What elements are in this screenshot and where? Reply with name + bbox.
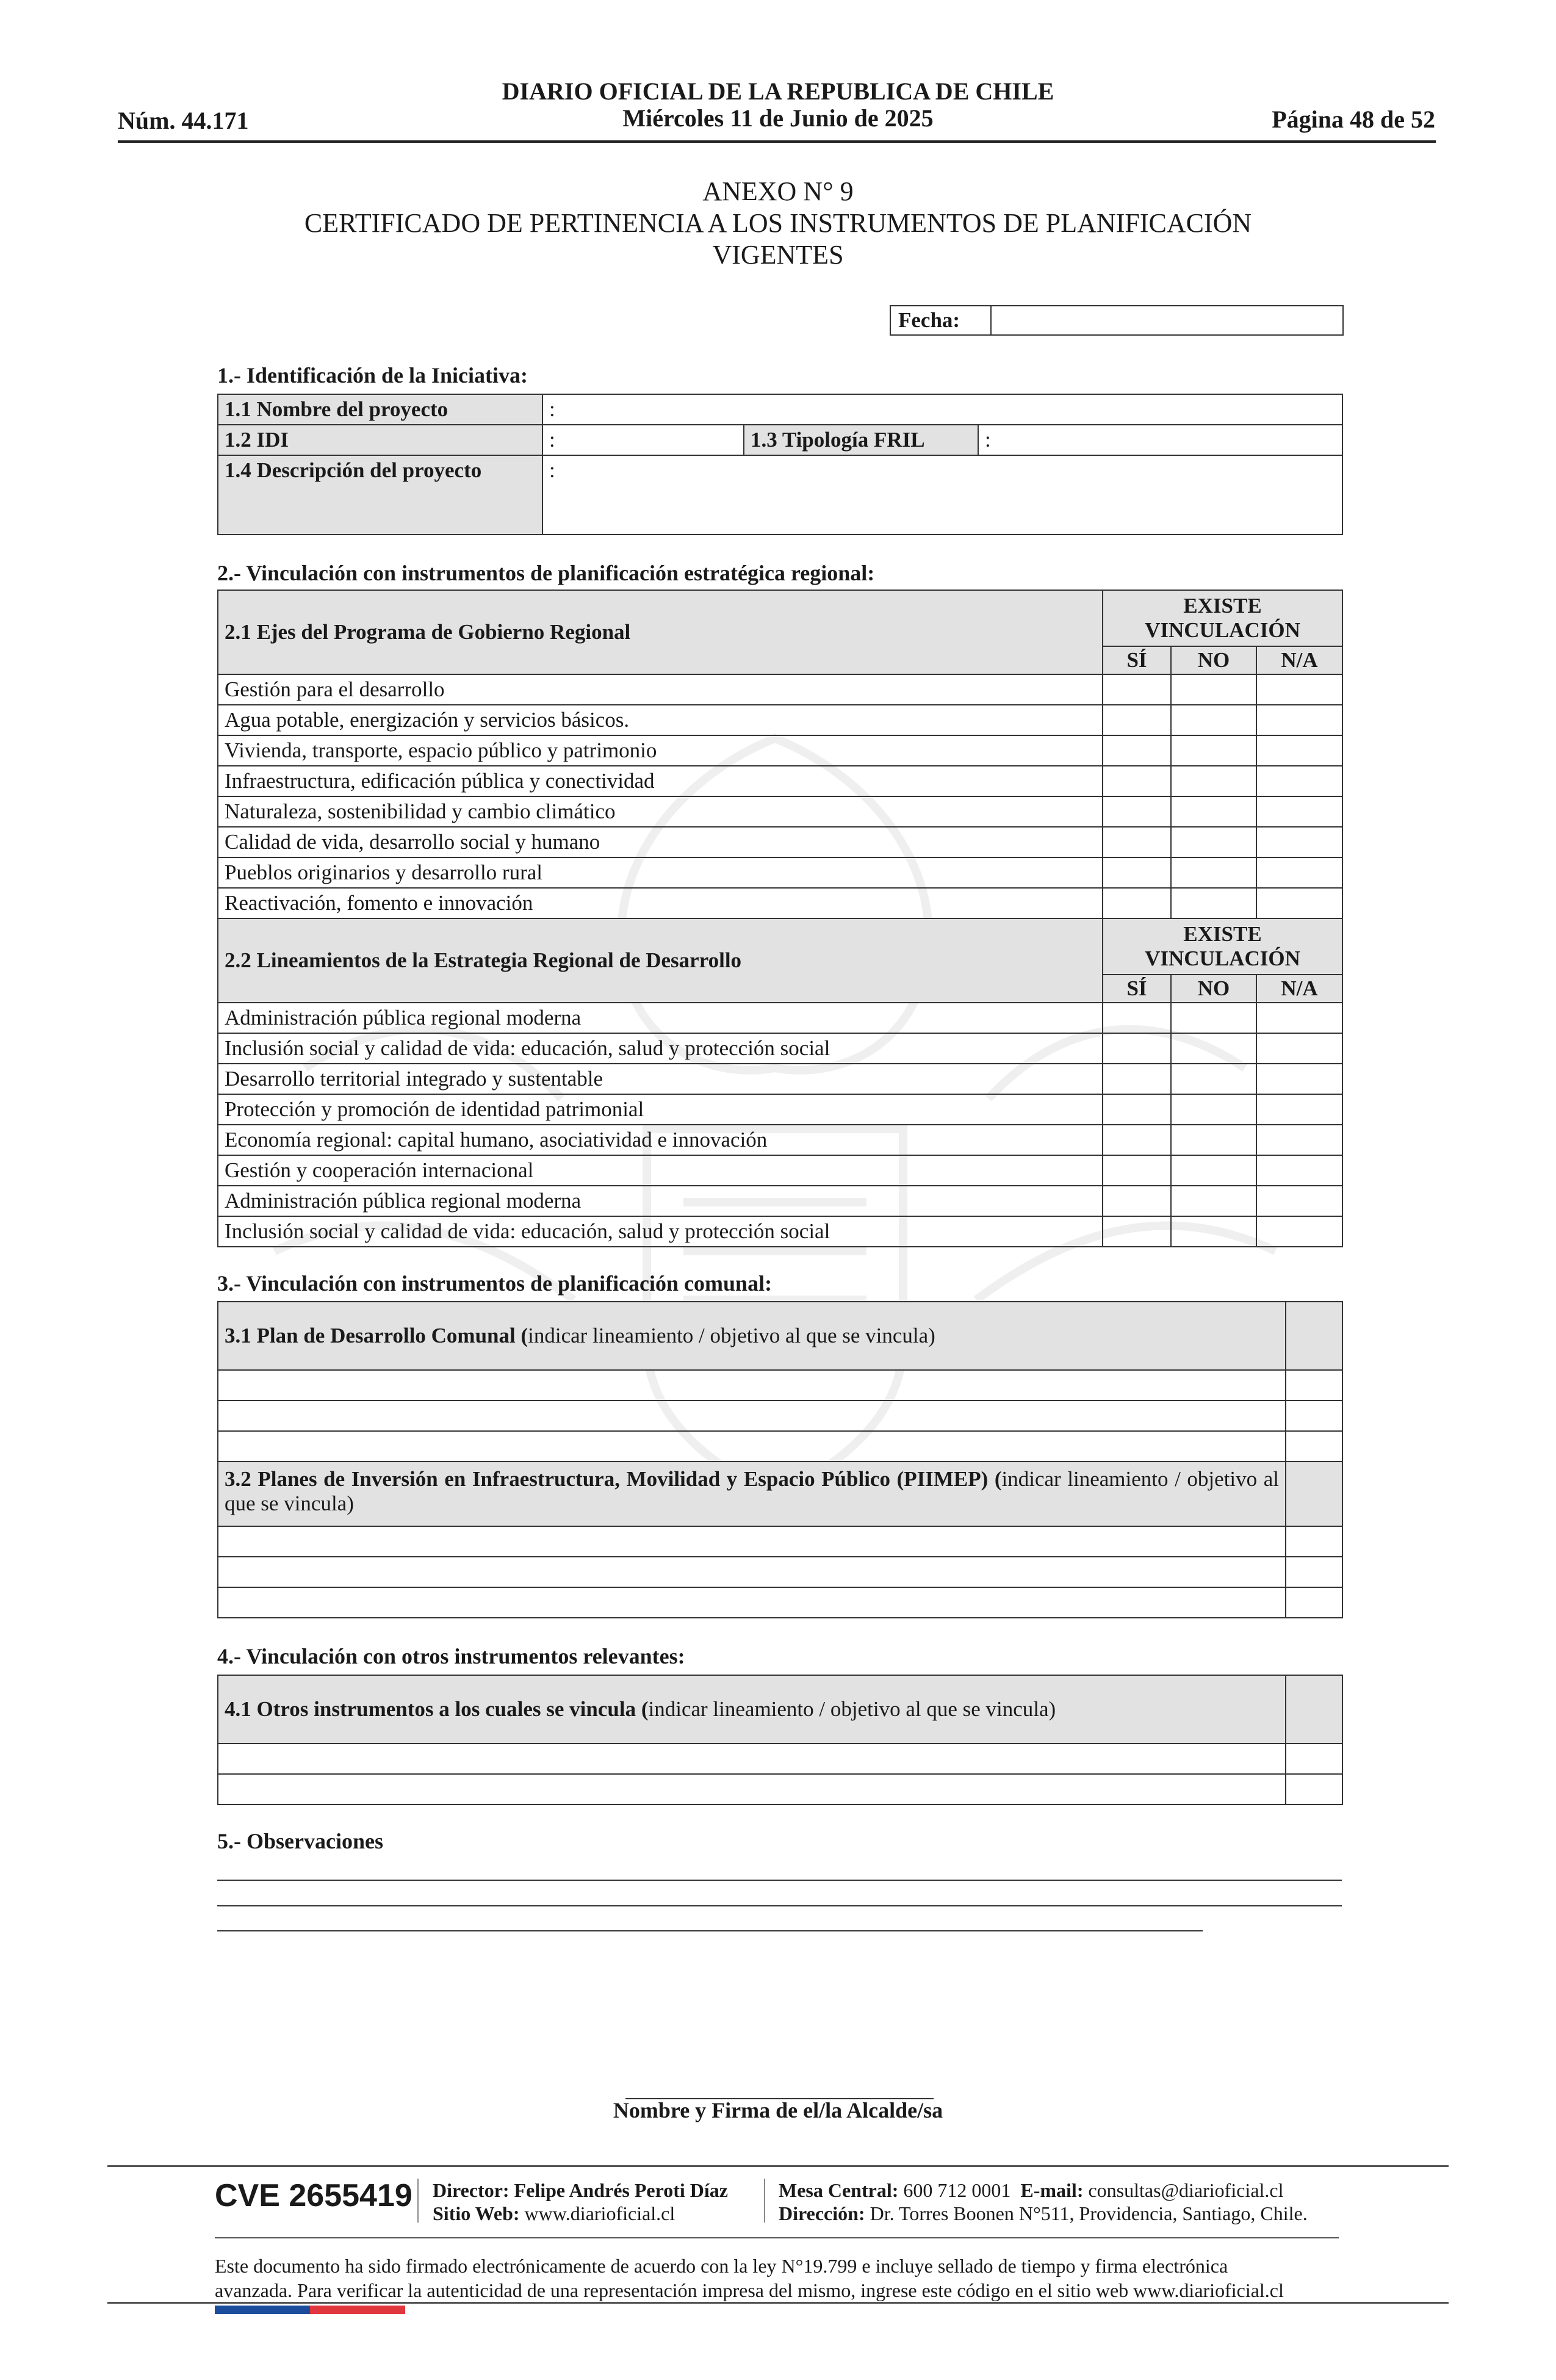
- descripcion-label: 1.4 Descripción del proyecto: [218, 455, 542, 535]
- table-row: [218, 857, 1342, 888]
- checkbox-si[interactable]: [1103, 766, 1171, 796]
- eje-label: Gestión para el desarrollo: [218, 674, 1103, 705]
- checkbox-si[interactable]: [1103, 1155, 1171, 1186]
- eje-label: Calidad de vida, desarrollo social y humano: [218, 827, 1103, 857]
- other-instruments-table: [217, 1675, 1343, 1805]
- section-2-title: 2.- Vinculación con instrumentos de planificación estratégica regional:: [217, 561, 875, 585]
- section-5-title: 5.- Observaciones: [217, 1829, 383, 1853]
- idi-label: 1.2 IDI: [218, 425, 542, 455]
- otros-checkbox[interactable]: [1286, 1744, 1342, 1774]
- page-number: Página 48 de 52: [1272, 106, 1435, 133]
- col-na: N/A: [1256, 646, 1342, 674]
- checkbox-na[interactable]: [1256, 705, 1342, 735]
- signature-label: Nombre y Firma de el/la Alcalde/sa: [613, 2098, 943, 2122]
- otros-checkbox[interactable]: [1286, 1774, 1342, 1805]
- checkbox-no[interactable]: [1171, 1003, 1256, 1033]
- table-row: [218, 796, 1342, 827]
- idi-field[interactable]: :: [542, 425, 744, 455]
- checkbox-si[interactable]: [1103, 674, 1171, 705]
- lineamiento-label: Protección y promoción de identidad patrimonial: [218, 1094, 1103, 1125]
- table-row: [218, 1094, 1342, 1125]
- annex-title-cont: VIGENTES: [712, 240, 844, 270]
- otros-check-header: [1286, 1675, 1342, 1744]
- flag-red-bar: [310, 2306, 405, 2314]
- regional-planning-table: [217, 590, 1343, 1247]
- table-row: [218, 705, 1342, 735]
- checkbox-no[interactable]: [1171, 1064, 1256, 1094]
- piimep-header: 3.2 Planes de Inversión en Infraestructura, Movilidad y Espacio Público (PIIMEP) (indicar lineamiento / objetivo al que se vincula): [218, 1462, 1286, 1526]
- observaciones-line[interactable]: [217, 1905, 1342, 1906]
- checkbox-na[interactable]: [1256, 1064, 1342, 1094]
- checkbox-no[interactable]: [1171, 1186, 1256, 1216]
- eje-label: Reactivación, fomento e innovación: [218, 888, 1103, 918]
- checkbox-na[interactable]: [1256, 1033, 1342, 1064]
- checkbox-no[interactable]: [1171, 1125, 1256, 1155]
- website-line: Sitio Web: www.diarioficial.cl: [433, 2202, 675, 2224]
- checkbox-na[interactable]: [1256, 827, 1342, 857]
- piimep-line[interactable]: [218, 1557, 1286, 1587]
- checkbox-si[interactable]: [1103, 1186, 1171, 1216]
- table-row: [218, 1216, 1342, 1247]
- piimep-check-header: [1286, 1462, 1342, 1526]
- eje-label: Vivienda, transporte, espacio público y patrimonio: [218, 735, 1103, 766]
- col-no: NO: [1171, 975, 1256, 1003]
- header-rule: [118, 140, 1436, 143]
- checkbox-no[interactable]: [1171, 827, 1256, 857]
- checkbox-no[interactable]: [1171, 766, 1256, 796]
- pladeco-checkbox[interactable]: [1286, 1401, 1342, 1431]
- checkbox-no[interactable]: [1171, 1094, 1256, 1125]
- newspaper-title: DIARIO OFICIAL DE LA REPUBLICA DE CHILE: [502, 78, 1054, 105]
- descripcion-field[interactable]: :: [542, 455, 1342, 535]
- cve-code: CVE 2655419: [215, 2178, 412, 2213]
- nombre-field[interactable]: :: [542, 394, 1342, 425]
- piimep-line[interactable]: [218, 1526, 1286, 1557]
- existe-vinculacion-header: EXISTE VINCULACIÓN: [1103, 918, 1342, 975]
- table-row: [218, 1125, 1342, 1155]
- pladeco-check-header: [1286, 1302, 1342, 1370]
- pladeco-line[interactable]: [218, 1370, 1286, 1401]
- nombre-label: 1.1 Nombre del proyecto: [218, 394, 542, 425]
- table-row: [218, 1155, 1342, 1186]
- checkbox-no[interactable]: [1171, 1216, 1256, 1247]
- fecha-field[interactable]: [890, 305, 1344, 336]
- lineamiento-label: Administración pública regional moderna: [218, 1186, 1103, 1216]
- lineamientos-header: 2.2 Lineamientos de la Estrategia Regional de Desarrollo: [218, 918, 1103, 1003]
- lineamiento-label: Desarrollo territorial integrado y sustentable: [218, 1064, 1103, 1094]
- checkbox-na[interactable]: [1256, 1003, 1342, 1033]
- table-row: [218, 735, 1342, 766]
- checkbox-si[interactable]: [1103, 1094, 1171, 1125]
- checkbox-na[interactable]: [1256, 857, 1342, 888]
- checkbox-no[interactable]: [1171, 705, 1256, 735]
- existe-vinculacion-header: EXISTE VINCULACIÓN: [1103, 590, 1342, 646]
- footer-divider: [417, 2179, 419, 2223]
- pladeco-line[interactable]: [218, 1431, 1286, 1462]
- checkbox-no[interactable]: [1171, 796, 1256, 827]
- col-si: SÍ: [1103, 975, 1171, 1003]
- checkbox-si[interactable]: [1103, 1064, 1171, 1094]
- table-row: [218, 1033, 1342, 1064]
- issue-date: Miércoles 11 de Junio de 2025: [622, 104, 934, 132]
- pladeco-header: 3.1 Plan de Desarrollo Comunal (indicar lineamiento / objetivo al que se vincula): [218, 1302, 1286, 1370]
- checkbox-no[interactable]: [1171, 1155, 1256, 1186]
- eje-label: Infraestructura, edificación pública y conectividad: [218, 766, 1103, 796]
- otros-header: 4.1 Otros instrumentos a los cuales se vincula (indicar lineamiento / objetivo al que se vincula): [218, 1675, 1286, 1744]
- checkbox-no[interactable]: [1171, 1033, 1256, 1064]
- footer-rule-top: [107, 2165, 1449, 2167]
- tipologia-label: 1.3 Tipología FRIL: [744, 425, 978, 455]
- footer-divider: [764, 2179, 765, 2223]
- lineamiento-label: Gestión y cooperación internacional: [218, 1155, 1103, 1186]
- address-line: Dirección: Dr. Torres Boonen N°511, Providencia, Santiago, Chile.: [779, 2202, 1308, 2224]
- footer-rule-mid: [215, 2237, 1339, 2238]
- checkbox-na[interactable]: [1256, 1125, 1342, 1155]
- annex-title: CERTIFICADO DE PERTINENCIA A LOS INSTRUMENTOS DE PLANIFICACIÓN: [304, 208, 1252, 238]
- lineamiento-label: Inclusión social y calidad de vida: educación, salud y protección social: [218, 1216, 1103, 1247]
- checkbox-si[interactable]: [1103, 1033, 1171, 1064]
- checkbox-na[interactable]: [1256, 1155, 1342, 1186]
- legal-notice: Este documento ha sido firmado electrónicamente de acuerdo con la ley N°19.799 e incluye sellado de tiempo y firma electrónica avanzada. Para verificar la autenticidad de una representación impresa del mismo, ingrese este código en el sitio web www.diarioficial.cl: [215, 2255, 1284, 2301]
- checkbox-no[interactable]: [1171, 888, 1256, 918]
- col-si: SÍ: [1103, 646, 1171, 674]
- section-4-title: 4.- Vinculación con otros instrumentos relevantes:: [217, 1644, 685, 1668]
- table-row: [218, 1186, 1342, 1216]
- checkbox-no[interactable]: [1171, 674, 1256, 705]
- piimep-checkbox[interactable]: [1286, 1557, 1342, 1587]
- footer-rule-bottom: [107, 2302, 1449, 2304]
- lineamiento-label: Economía regional: capital humano, asociatividad e innovación: [218, 1125, 1103, 1155]
- observaciones-line[interactable]: [217, 1930, 1203, 1931]
- table-row: [218, 1064, 1342, 1094]
- checkbox-si[interactable]: [1103, 888, 1171, 918]
- col-no: NO: [1171, 646, 1256, 674]
- eje-label: Agua potable, energización y servicios básicos.: [218, 705, 1103, 735]
- issue-number: Núm. 44.171: [118, 107, 249, 134]
- identification-table: [217, 394, 1343, 535]
- piimep-checkbox[interactable]: [1286, 1587, 1342, 1618]
- flag-blue-bar: [215, 2306, 310, 2314]
- piimep-checkbox[interactable]: [1286, 1526, 1342, 1557]
- col-na: N/A: [1256, 975, 1342, 1003]
- contact-line: Mesa Central: 600 712 0001 E-mail: consultas@diarioficial.cl: [779, 2179, 1284, 2201]
- checkbox-na[interactable]: [1256, 1094, 1342, 1125]
- communal-planning-table: [217, 1301, 1343, 1618]
- checkbox-no[interactable]: [1171, 735, 1256, 766]
- checkbox-si[interactable]: [1103, 1125, 1171, 1155]
- checkbox-si[interactable]: [1103, 705, 1171, 735]
- observaciones-line[interactable]: [217, 1880, 1342, 1881]
- checkbox-si[interactable]: [1103, 1003, 1171, 1033]
- checkbox-na[interactable]: [1256, 796, 1342, 827]
- fecha-label: Fecha:: [891, 306, 992, 334]
- ejes-header: 2.1 Ejes del Programa de Gobierno Regional: [218, 590, 1103, 674]
- otros-line[interactable]: [218, 1774, 1286, 1805]
- eje-label: Naturaleza, sostenibilidad y cambio climático: [218, 796, 1103, 827]
- director-line: Director: Felipe Andrés Peroti Díaz: [433, 2179, 728, 2201]
- checkbox-na[interactable]: [1256, 1186, 1342, 1216]
- checkbox-na[interactable]: [1256, 1216, 1342, 1247]
- table-row: [218, 674, 1342, 705]
- checkbox-na[interactable]: [1256, 766, 1342, 796]
- checkbox-si[interactable]: [1103, 796, 1171, 827]
- checkbox-na[interactable]: [1256, 735, 1342, 766]
- pladeco-checkbox[interactable]: [1286, 1370, 1342, 1401]
- otros-line[interactable]: [218, 1744, 1286, 1774]
- checkbox-si[interactable]: [1103, 1216, 1171, 1247]
- table-row: [218, 1003, 1342, 1033]
- table-row: [218, 827, 1342, 857]
- checkbox-na[interactable]: [1256, 674, 1342, 705]
- checkbox-si[interactable]: [1103, 827, 1171, 857]
- table-row: [218, 888, 1342, 918]
- pladeco-line[interactable]: [218, 1401, 1286, 1431]
- tipologia-field[interactable]: :: [978, 425, 1342, 455]
- annex-number: ANEXO N° 9: [702, 176, 854, 206]
- checkbox-no[interactable]: [1171, 857, 1256, 888]
- checkbox-si[interactable]: [1103, 735, 1171, 766]
- email-link[interactable]: consultas@diarioficial.cl: [1088, 2179, 1284, 2201]
- section-1-title: 1.- Identificación de la Iniciativa:: [217, 363, 528, 388]
- section-3-title: 3.- Vinculación con instrumentos de planificación comunal:: [217, 1271, 773, 1296]
- table-row: [218, 766, 1342, 796]
- pladeco-checkbox[interactable]: [1286, 1431, 1342, 1462]
- lineamiento-label: Administración pública regional moderna: [218, 1003, 1103, 1033]
- checkbox-si[interactable]: [1103, 857, 1171, 888]
- piimep-line[interactable]: [218, 1587, 1286, 1618]
- eje-label: Pueblos originarios y desarrollo rural: [218, 857, 1103, 888]
- checkbox-na[interactable]: [1256, 888, 1342, 918]
- lineamiento-label: Inclusión social y calidad de vida: educación, salud y protección social: [218, 1033, 1103, 1064]
- website-link[interactable]: www.diarioficial.cl: [524, 2202, 675, 2224]
